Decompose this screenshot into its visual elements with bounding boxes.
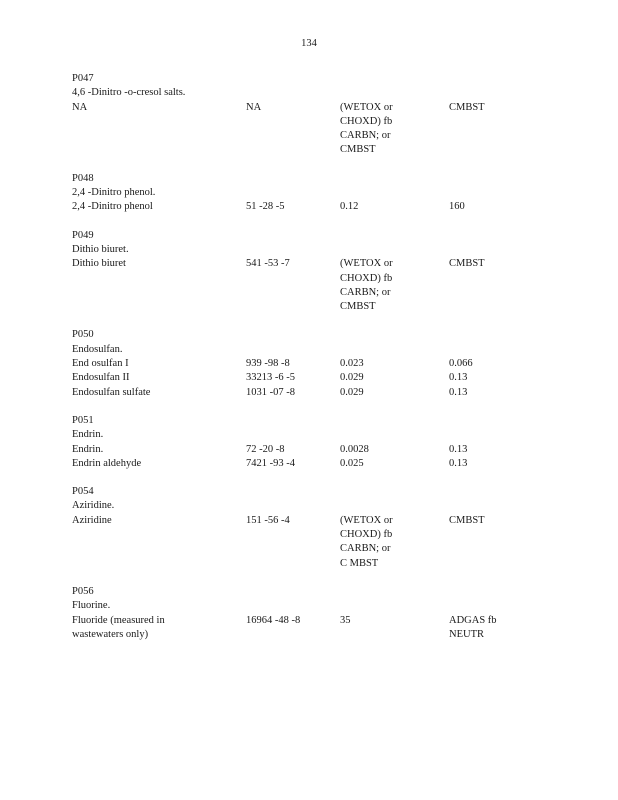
wastewater-standard: (WETOX or CHOXD) fb CARBN; or C MBST bbox=[340, 514, 393, 569]
constituent-row bbox=[72, 200, 552, 214]
constituent-name: Endosulfan sulfate bbox=[72, 386, 151, 398]
constituent-row bbox=[72, 357, 552, 371]
constituent-name: Aziridine bbox=[72, 514, 112, 526]
wastewater-standard: 0.12 bbox=[340, 201, 359, 213]
constituent-row bbox=[72, 371, 552, 385]
waste-entry bbox=[72, 229, 552, 315]
cas-number: 939 -98 -8 bbox=[246, 358, 290, 370]
waste-code: P054 bbox=[72, 486, 94, 498]
waste-code: P048 bbox=[72, 172, 94, 184]
constituent-row bbox=[72, 457, 552, 471]
constituent-name: Endosulfan II bbox=[72, 372, 130, 384]
nonwastewater-standard: CMBST bbox=[449, 514, 485, 526]
constituent-row bbox=[72, 514, 552, 571]
waste-entry bbox=[72, 328, 552, 399]
nonwastewater-standard: CMBST bbox=[449, 101, 485, 113]
cas-number: 72 -20 -8 bbox=[246, 443, 285, 455]
waste-entry bbox=[72, 414, 552, 471]
wastewater-standard: 0.029 bbox=[340, 372, 364, 384]
cas-number: 51 -28 -5 bbox=[246, 201, 285, 213]
wastewater-standard: 0.025 bbox=[340, 457, 364, 469]
waste-entry bbox=[72, 172, 552, 215]
waste-entry bbox=[72, 485, 552, 571]
constituent-row bbox=[72, 101, 552, 158]
page-number: 134 bbox=[301, 38, 317, 49]
nonwastewater-standard: 0.13 bbox=[449, 457, 468, 469]
constituent-name: Endrin aldehyde bbox=[72, 457, 142, 469]
cas-number: 7421 -93 -4 bbox=[246, 457, 295, 469]
nonwastewater-standard: ADGAS fb NEUTR bbox=[449, 614, 497, 640]
waste-name: Dithio biuret. bbox=[72, 243, 129, 255]
wastewater-standard: 0.023 bbox=[340, 358, 364, 370]
constituent-name: End osulfan I bbox=[72, 358, 129, 370]
wastewater-standard: (WETOX or CHOXD) fb CARBN; or CMBST bbox=[340, 258, 393, 313]
nonwastewater-standard: 0.13 bbox=[449, 372, 468, 384]
waste-name: Endrin. bbox=[72, 429, 104, 441]
nonwastewater-standard: 160 bbox=[449, 201, 465, 213]
wastewater-standard: 35 bbox=[340, 614, 351, 626]
waste-entry bbox=[72, 585, 552, 642]
constituent-name: Fluoride (measured in wastewaters only) bbox=[72, 614, 165, 640]
wastewater-standard: 0.0028 bbox=[340, 443, 369, 455]
nonwastewater-standard: CMBST bbox=[449, 258, 485, 270]
wastewater-standard: 0.029 bbox=[340, 386, 364, 398]
cas-number: 1031 -07 -8 bbox=[246, 386, 295, 398]
nonwastewater-standard: 0.066 bbox=[449, 358, 473, 370]
constituent-row bbox=[72, 614, 552, 643]
cas-number: 541 -53 -7 bbox=[246, 258, 290, 270]
constituent-row bbox=[72, 443, 552, 457]
treatment-standards-list bbox=[72, 72, 552, 656]
waste-name: 2,4 -Dinitro phenol. bbox=[72, 187, 156, 199]
waste-name: 4,6 -Dinitro -o-cresol salts. bbox=[72, 87, 186, 99]
wastewater-standard: (WETOX or CHOXD) fb CARBN; or CMBST bbox=[340, 101, 393, 156]
cas-number: NA bbox=[246, 101, 262, 113]
nonwastewater-standard: 0.13 bbox=[449, 443, 468, 455]
waste-code: P049 bbox=[72, 229, 94, 241]
waste-name: Fluorine. bbox=[72, 600, 111, 612]
constituent-row bbox=[72, 386, 552, 400]
constituent-name: Endrin. bbox=[72, 443, 104, 455]
constituent-row bbox=[72, 257, 552, 314]
waste-code: P051 bbox=[72, 414, 94, 426]
waste-code: P056 bbox=[72, 585, 94, 597]
constituent-name: Dithio biuret bbox=[72, 258, 126, 270]
cas-number: 33213 -6 -5 bbox=[246, 372, 295, 384]
nonwastewater-standard: 0.13 bbox=[449, 386, 468, 398]
waste-code: P047 bbox=[72, 73, 94, 84]
waste-code: P050 bbox=[72, 329, 94, 341]
constituent-name: NA bbox=[72, 101, 88, 113]
constituent-name: 2,4 -Dinitro phenol bbox=[72, 201, 153, 213]
waste-name: Endosulfan. bbox=[72, 343, 123, 355]
waste-name: Aziridine. bbox=[72, 500, 115, 512]
cas-number: 151 -56 -4 bbox=[246, 514, 290, 526]
waste-entry bbox=[72, 72, 552, 158]
cas-number: 16964 -48 -8 bbox=[246, 614, 301, 626]
